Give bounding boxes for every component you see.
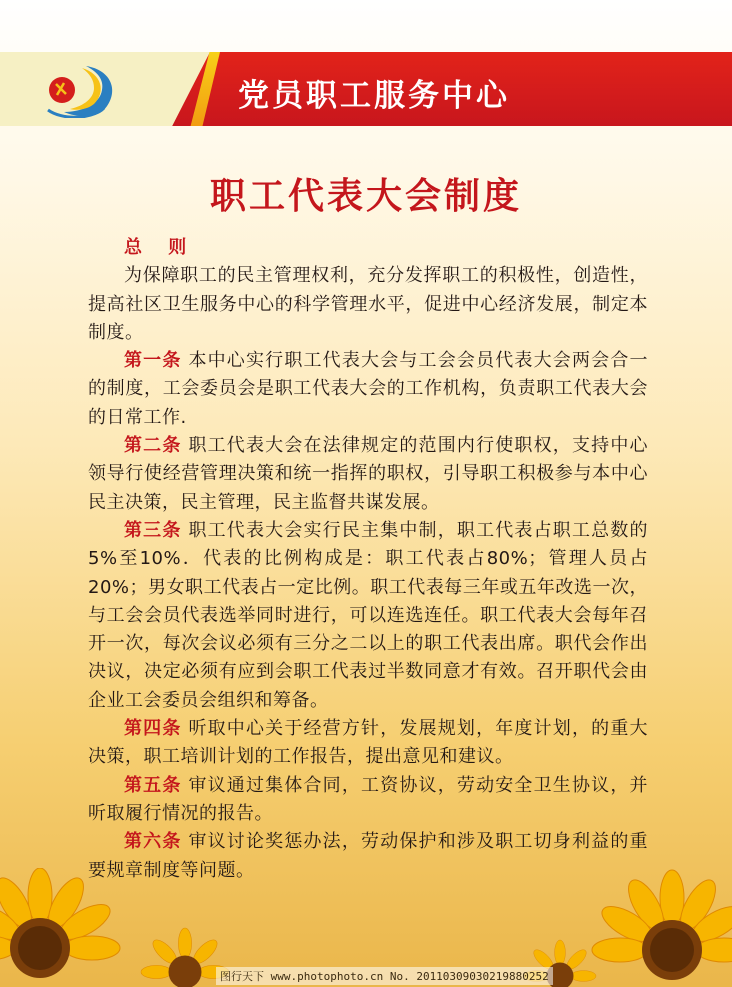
center-name: 党员职工服务中心 bbox=[238, 78, 510, 114]
article-5 bbox=[88, 772, 648, 829]
article-label: 第六条 bbox=[124, 831, 182, 853]
article-text: 审议讨论奖惩办法，劳动保护和涉及职工切身利益的重要规章制度等问题。 bbox=[88, 831, 648, 881]
article-label: 第三条 bbox=[124, 519, 182, 541]
article-3 bbox=[88, 517, 648, 715]
article-text: 职工代表大会实行民主集中制，职工代表占职工总数的5%至10%．代表的比例构成是：职工代表占80%；管理人员占20%；男女职工代表占一定比例。职工代表每三年或五年改选一次，与工会会员代表选举同时进行，可以连选连任。职工代表大会每年召开一次，每次会议必须有三分之二以上的职工代表出席。职代会作出决议，决定必须有应到会职工代表过半数同意才有效。召开职代会由企业工会委员会组织和筹备。 bbox=[88, 519, 648, 711]
sunflower-icon bbox=[592, 870, 732, 980]
article-text: 审议通过集体合同，工资协议，劳动安全卫生协议，并听取履行情况的报告。 bbox=[88, 774, 648, 824]
article-label: 第二条 bbox=[124, 435, 182, 457]
article-label: 第四条 bbox=[124, 718, 182, 740]
article-text: 职工代表大会在法律规定的范围内行使职权，支持中心领导行使经营管理决策和统一指挥的职权，引导职工积极参与本中心民主决策，民主管理，民主监督共谋发展。 bbox=[88, 435, 648, 513]
article-text: 本中心实行职工代表大会与工会会员代表大会两会合一的制度，工会委员会是职工代表大会的工作机构，负责职工代表大会的日常工作. bbox=[88, 350, 648, 428]
article-text: 听取中心关于经营方针，发展规划，年度计划，的重大决策，职工培训计划的工作报告，提出意见和建议。 bbox=[88, 718, 648, 768]
article-4 bbox=[88, 715, 648, 772]
sunflower-icon bbox=[0, 868, 120, 978]
party-emblem-icon bbox=[42, 62, 122, 118]
page-title: 职工代表大会制度 bbox=[209, 175, 522, 217]
article-label: 第五条 bbox=[124, 774, 182, 796]
document-body bbox=[88, 234, 648, 885]
article-label: 第一条 bbox=[124, 350, 182, 372]
article-2 bbox=[88, 432, 648, 517]
article-1 bbox=[88, 347, 648, 432]
watermark: 图行天下 www.photophoto.cn No. 20110309030219880252 bbox=[216, 967, 553, 985]
intro-paragraph: 为保障职工的民主管理权利，充分发挥职工的积极性，创造性，提高社区卫生服务中心的科学管理水平，促进中心经济发展，制定本制度。 bbox=[88, 265, 648, 343]
section-heading: 总 则 bbox=[124, 237, 197, 258]
